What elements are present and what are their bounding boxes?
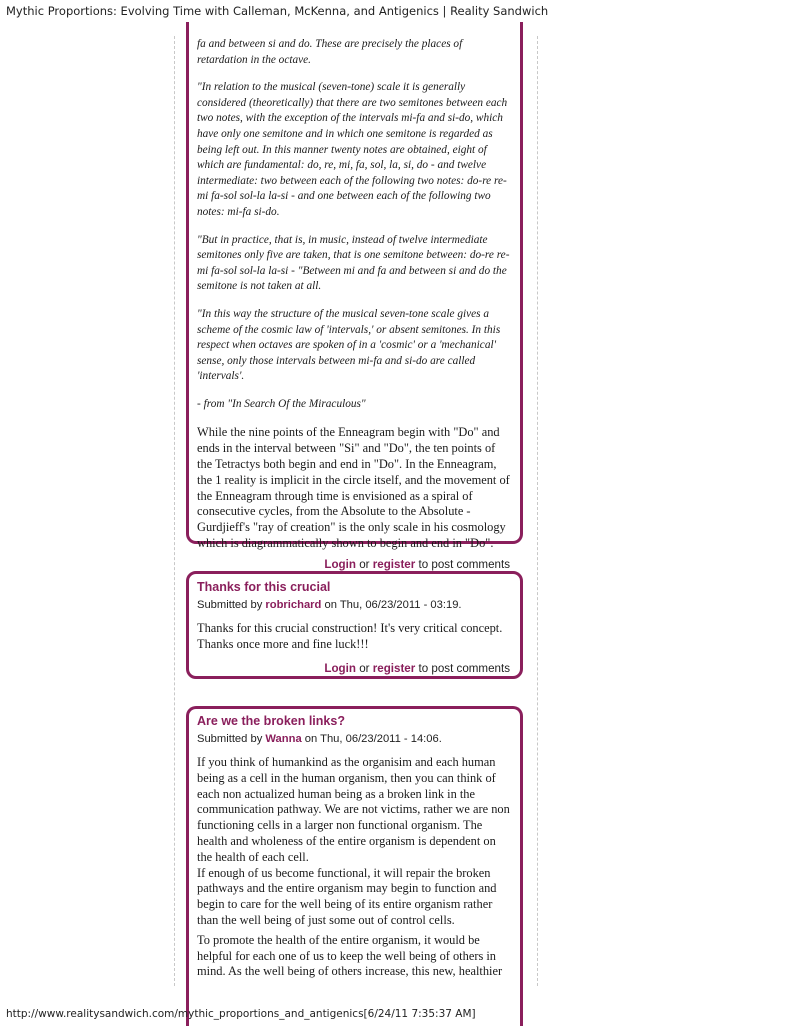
comment-links — [197, 662, 510, 675]
column-divider-right — [537, 36, 538, 986]
or-text: or — [359, 557, 370, 571]
page-header-title: Mythic Proportions: Evolving Time with Calleman, McKenna, and Antigenics | Reality Sandwich — [6, 4, 549, 18]
quote-source: - from "In Search Of the Miraculous" — [197, 397, 366, 410]
comment-meta — [197, 599, 510, 611]
comment-title[interactable]: Are we the broken links? — [197, 714, 345, 728]
comment-quote: "In this way the structure of the musical seven-tone scale gives a scheme of the cosmic law of 'intervals,' or absent semitones. In this respect when octaves are spoken of in a 'cosmic' or a 'mechanical' sense, only those intervals between mi-fa and si-do are called 'intervals'. — [197, 307, 501, 383]
post-comments-text: to post comments — [418, 557, 510, 571]
comment-meta — [197, 733, 510, 745]
comment-card-2 — [186, 571, 523, 679]
comment-quote: "But in practice, that is, in music, instead of twelve intermediate semitones only five are taken, that is one semitone between: do-re re-mi fa-sol sol-la la-si - "Between mi and fa and between si and do the semitone is not taken at all. — [197, 233, 510, 293]
login-link[interactable]: Login — [324, 557, 356, 571]
column-divider-left — [174, 36, 175, 986]
login-link[interactable]: Login — [324, 661, 356, 675]
comment-body: If you think of humankind as the organisim and each human being as a cell in the human organism, then you can think of each non actualized human being as a broken link in the communication pathway. We are not victims, rather we are non functioning cells in a larger non functional organism. The health and wholeness of the entire organism is dependent on the health of each cell. — [197, 755, 510, 864]
submitted-by-text: Submitted by — [197, 733, 263, 745]
submitted-by-text: Submitted by — [197, 599, 263, 611]
register-link[interactable]: register — [372, 661, 416, 675]
comment-title[interactable]: Thanks for this crucial — [197, 580, 331, 594]
comment-body: Thanks for this crucial construction! It's very critical concept. Thanks once more and fine luck!!! — [197, 621, 503, 651]
comment-author-link[interactable]: Wanna — [265, 733, 302, 745]
comment-body: To promote the health of the entire organism, it would be helpful for each one of us to keep the well being of others in mind. As the well being of others increase, this new, healthier — [197, 932, 503, 979]
post-comments-text: to post comments — [418, 661, 510, 675]
comment-card-3 — [186, 706, 523, 1026]
comment-quote: "In relation to the musical (seven-tone) scale it is generally considered (theoretically) that there are two semitones between each two notes, with the exception of the intervals mi-fa and si-do, which have only one semitone and in which one semitone is regarded as being left out. In this manner twenty notes are obtained, eight of which are fundamental: do, re, mi, fa, sol, la, si, do - and twelve intermediate: two between each of the following two notes: do-re re-mi fa-sol sol-la la-si - and one between each of the following two notes: mi-fa si-do. — [197, 81, 508, 218]
comment-date: on Thu, 06/23/2011 - 14:06. — [304, 733, 442, 745]
register-link[interactable]: register — [372, 557, 416, 571]
comment-body: While the nine points of the Enneagram begin with "Do" and ends in the interval between "Si" and "Do", the ten points of the Tetractys both begin and end in "Do". In the Enneagram, the 1 reality is implicit in the circle itself, and the movement of the Enneagram through time is envisioned as a spiral of consecutive cycles, from the Absolute to the Absolute - Gurdjieff's "ray of creation" is the only scale in his cosmology which is diagrammatically shown to begin and end in "Do". — [197, 425, 510, 551]
comment-links — [197, 558, 510, 571]
comment-author-link[interactable]: robrichard — [265, 599, 322, 611]
comment-quote: fa and between si and do. These are precisely the places of retardation in the octave. — [197, 38, 463, 66]
or-text: or — [359, 661, 370, 675]
comment-body: If enough of us become functional, it will repair the broken pathways and the entire organism may begin to function and begin to care for the well being of its entire organism rather than the well being of just some out of control cells. — [197, 865, 497, 927]
comment-date: on Thu, 06/23/2011 - 03:19. — [324, 599, 462, 611]
page-footer-url: http://www.realitysandwich.com/mythic_proportions_and_antigenics[6/24/11 7:35:37 AM] — [6, 1008, 476, 1020]
comment-card-1 — [186, 22, 523, 571]
